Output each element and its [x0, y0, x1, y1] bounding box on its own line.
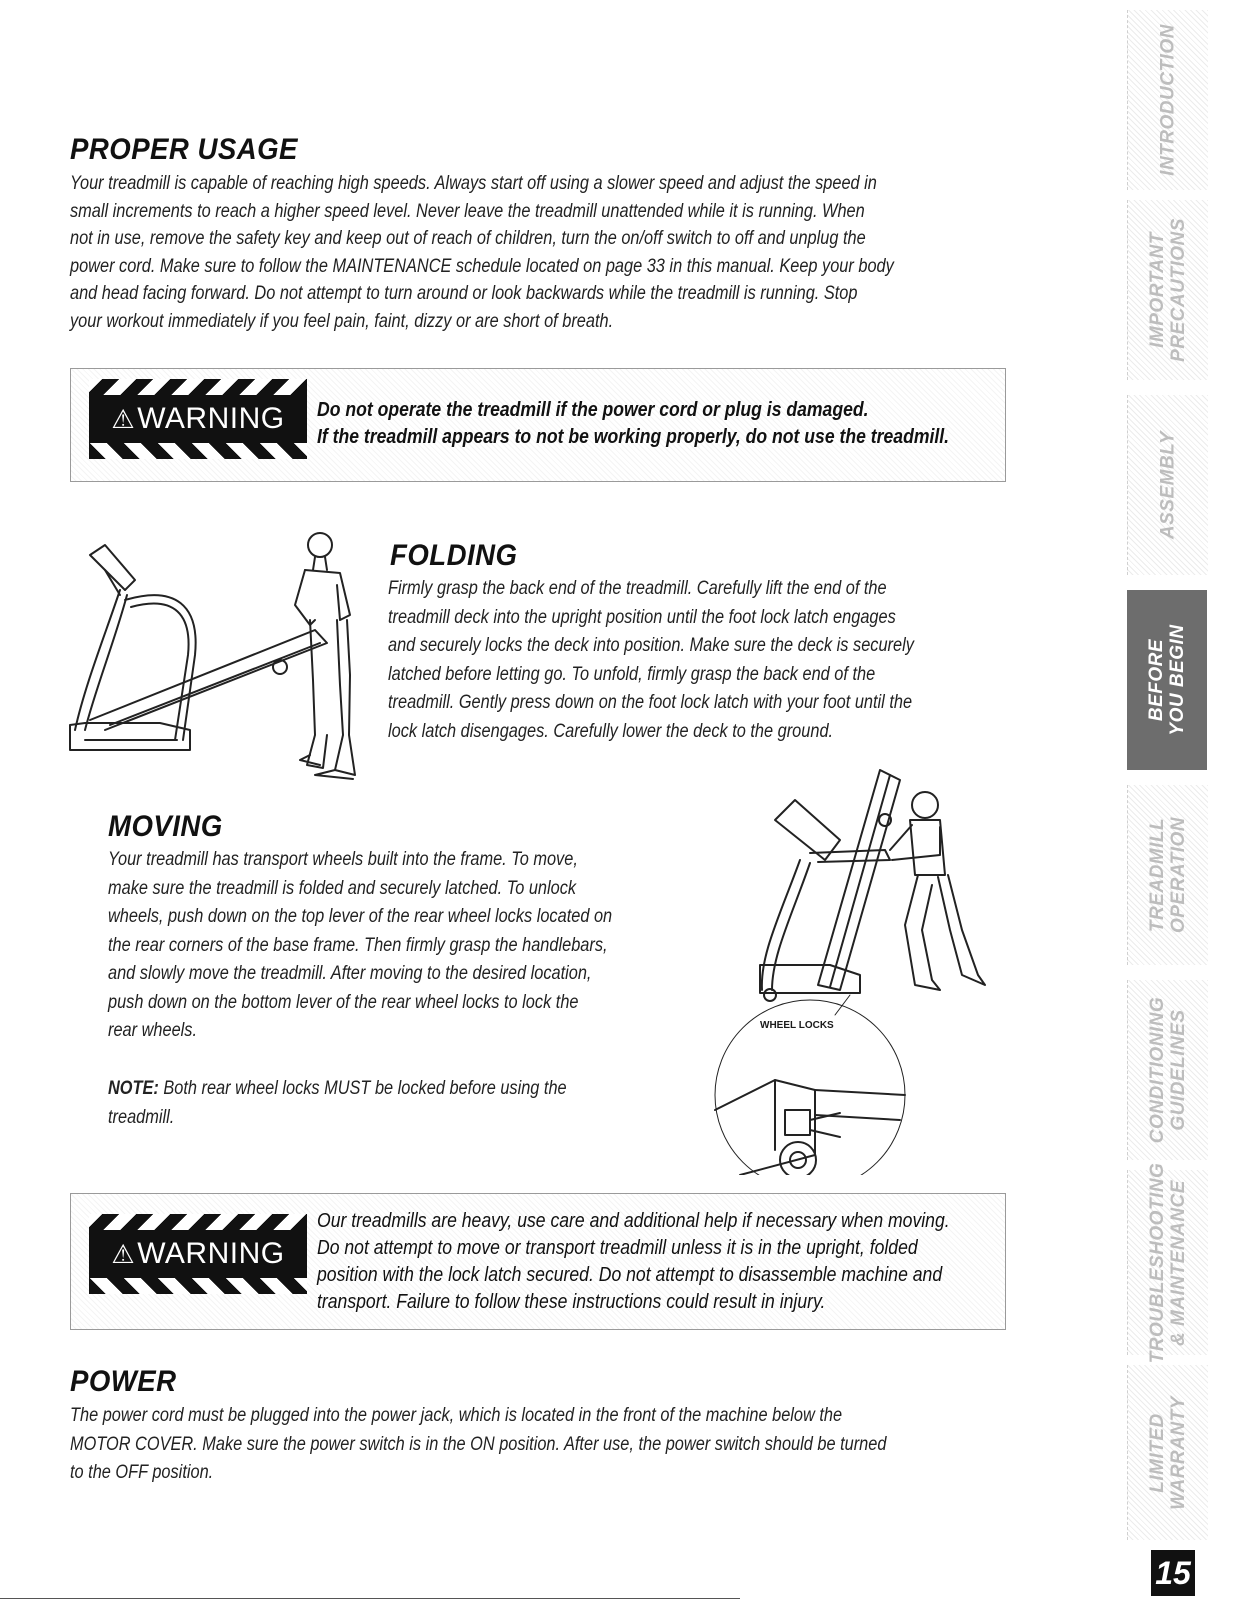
text-line: Our treadmills are heavy, use care and additional help if necessary when moving. [317, 1210, 950, 1232]
proper-usage-text [70, 170, 982, 335]
text-line: wheels, push down on the top lever of the rear wheel locks located on [108, 906, 613, 927]
folding-text [388, 575, 988, 746]
tab-label: ASSEMBLY [1157, 430, 1179, 540]
text-line: and slowly move the treadmill. After moving to the desired location, [108, 963, 592, 984]
moving-note [108, 1075, 624, 1132]
text-line: lock latch disengages. Carefully lower the deck to the ground. [388, 720, 834, 742]
text-line: MOTOR COVER. Make sure the power switch is in the ON position. After use, the power switch should be turned [70, 1433, 887, 1455]
tab-introduction[interactable] [1127, 10, 1208, 190]
warning-label [89, 1214, 307, 1294]
text-line: latched before letting go. To unfold, firmly grasp the back end of the [388, 663, 876, 685]
warning-word: WARNING [137, 1237, 285, 1270]
text-line: make sure the treadmill is folded and securely latched. To unlock [108, 877, 577, 899]
warning-text [317, 397, 949, 451]
tab-label: IMPORTANT PRECAUTIONS [1147, 218, 1189, 362]
moving-illustration [700, 765, 1020, 1175]
tab-label: CONDITIONING GUIDELINES [1147, 996, 1189, 1144]
warning-label [89, 379, 307, 459]
footer-rule [0, 1598, 740, 1599]
moving-text [108, 846, 667, 1046]
tab-label: BEFORE YOU BEGIN [1146, 624, 1188, 736]
page-number: 15 [1151, 1550, 1195, 1596]
warning-text [317, 1208, 950, 1316]
text-line: to the OFF position. [70, 1462, 214, 1483]
text-line: position with the lock latch secured. Do not attempt to disassemble machine and [317, 1264, 943, 1286]
note-text: treadmill. [108, 1106, 175, 1128]
tab-label: LIMITED WARRANTY [1147, 1395, 1189, 1510]
warning-triangle-icon: ⚠ [111, 1239, 136, 1269]
text-line: treadmill deck into the upright position until the foot lock latch engages [388, 606, 896, 628]
text-line: The power cord must be plugged into the power jack, which is located in the front of the machine below the [70, 1405, 843, 1426]
text-line: your workout immediately if you feel pain, faint, dizzy or are short of breath. [70, 310, 614, 332]
tab-conditioning-guidelines[interactable] [1127, 980, 1208, 1160]
note-text: Both rear wheel locks MUST be locked before using the [163, 1078, 567, 1099]
warning-word: WARNING [137, 402, 285, 435]
text-line: the rear corners of the base frame. Then firmly grasp the handlebars, [108, 934, 608, 956]
text-line: and head facing forward. Do not attempt to turn around or look backwards while the treadmill is running. Stop [70, 283, 858, 304]
tab-assembly[interactable] [1127, 395, 1208, 575]
warning-triangle-icon: ⚠ [111, 404, 136, 434]
text-line: small increments to reach a higher speed level. Never leave the treadmill unattended while it is running. When [70, 200, 865, 222]
power-text [70, 1402, 982, 1488]
tab-important-precautions[interactable] [1127, 200, 1208, 380]
tab-troubleshooting-maintenance[interactable] [1127, 1162, 1208, 1363]
proper-usage-heading: PROPER USAGE [70, 133, 298, 166]
warning-box-moving [70, 1193, 1006, 1330]
text-line: Do not operate the treadmill if the power cord or plug is damaged. [317, 399, 869, 421]
text-line: Your treadmill is capable of reaching high speeds. Always start off using a slower speed and adjust the speed in [70, 173, 877, 194]
folding-illustration [65, 525, 375, 795]
text-line: power cord. Make sure to follow the MAINTENANCE schedule located on page 33 in this manual. Keep your body [70, 255, 894, 277]
power-heading: POWER [70, 1365, 177, 1398]
text-line: Your treadmill has transport wheels built into the frame. To move, [108, 849, 578, 870]
note-label: NOTE: [108, 1078, 159, 1099]
text-line: rear wheels. [108, 1020, 198, 1041]
tab-limited-warranty[interactable] [1127, 1365, 1208, 1540]
text-line: push down on the bottom lever of the rear wheel locks to lock the [108, 991, 579, 1013]
tab-label: INTRODUCTION [1157, 24, 1179, 176]
moving-heading: MOVING [108, 810, 223, 843]
text-line: Firmly grasp the back end of the treadmill. Carefully lift the end of the [388, 578, 887, 599]
folding-heading: FOLDING [390, 539, 518, 572]
tab-before-you-begin[interactable] [1127, 590, 1207, 770]
text-line: treadmill. Gently press down on the foot lock latch with your foot until the [388, 692, 913, 713]
tab-treadmill-operation[interactable] [1127, 785, 1208, 965]
text-line: If the treadmill appears to not be working properly, do not use the treadmill. [317, 426, 950, 448]
warning-box-power-cord [70, 368, 1006, 482]
text-line: not in use, remove the safety key and keep out of reach of children, turn the on/off switch to off and unplug the [70, 228, 866, 249]
text-line: Do not attempt to move or transport treadmill unless it is in the upright, folded [317, 1237, 918, 1259]
text-line: and securely locks the deck into position. Make sure the deck is securely [388, 635, 914, 656]
wheel-locks-callout: WHEEL LOCKS [760, 1020, 834, 1031]
text-line: transport. Failure to follow these instructions could result in injury. [317, 1291, 826, 1313]
tab-label: TROUBLESHOOTING & MAINTENANCE [1147, 1162, 1189, 1363]
tab-label: TREADMILL OPERATION [1147, 816, 1189, 934]
